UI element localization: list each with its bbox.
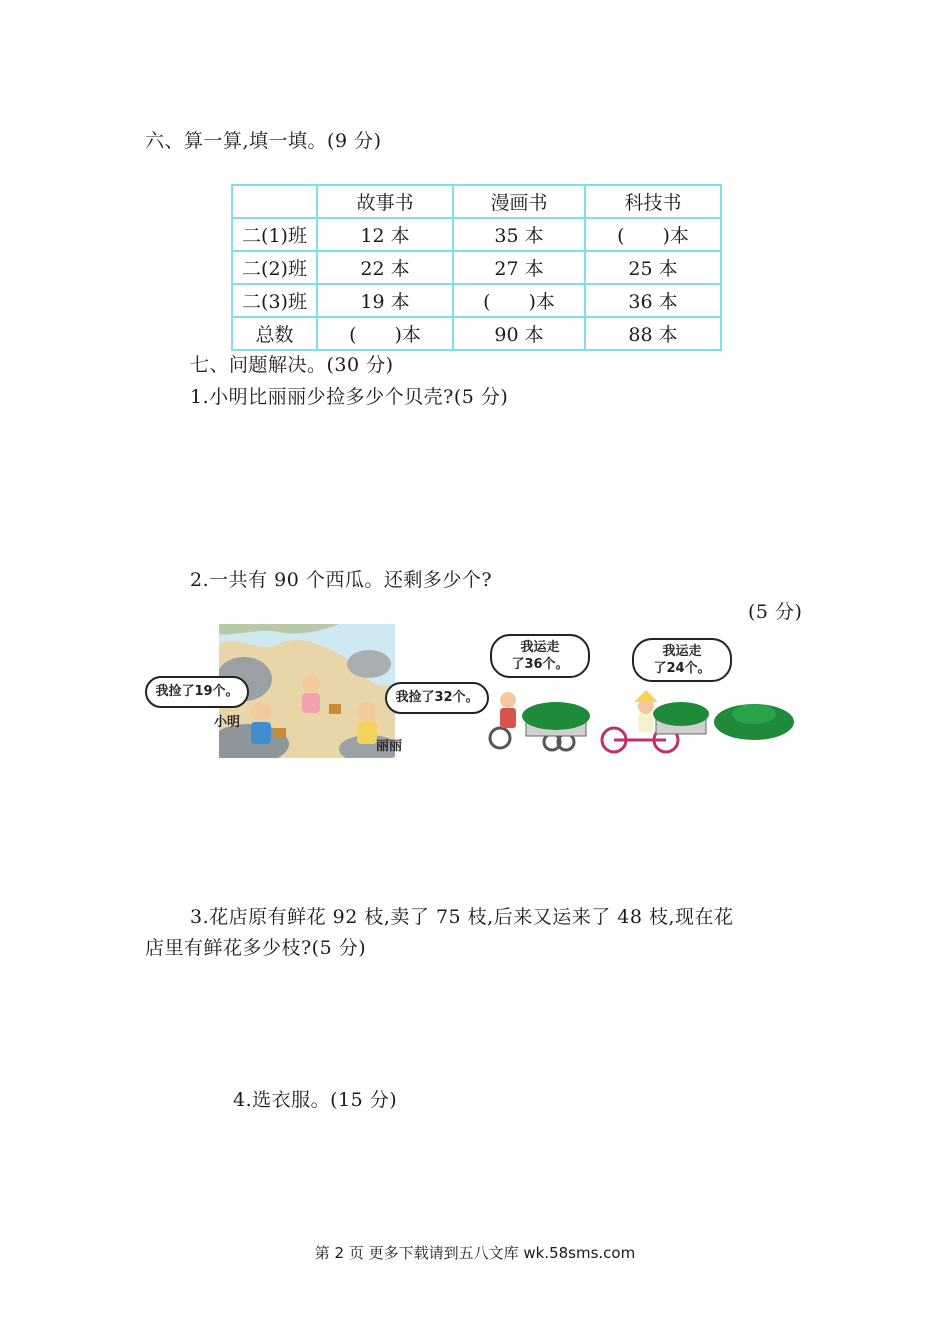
question-3-line1: 3.花店原有鲜花 92 枝,卖了 75 枝,后来又运来了 48 枝,现在花 bbox=[190, 906, 734, 928]
label-xiaoming: 小明 bbox=[214, 715, 241, 730]
table-cell: 90 本 bbox=[453, 317, 585, 350]
book-table bbox=[231, 184, 722, 351]
speech-bubble-24 bbox=[632, 638, 732, 682]
bubble-line: 了24个。 bbox=[653, 661, 711, 676]
bubble-text: 我捡了32个。 bbox=[395, 690, 479, 705]
table-row bbox=[232, 251, 721, 284]
bubble-line: 我运走 bbox=[520, 640, 560, 655]
table-cell: 25 本 bbox=[585, 251, 721, 284]
bubble-line: 我运走 bbox=[662, 644, 702, 659]
speech-bubble-left bbox=[145, 676, 249, 708]
question-1: 1.小明比丽丽少捡多少个贝壳?(5 分) bbox=[190, 386, 509, 408]
table-cell: 二(3)班 bbox=[232, 284, 317, 317]
speech-bubble-36 bbox=[490, 634, 590, 678]
bubble-line: 了36个。 bbox=[511, 657, 569, 672]
table-cell: 二(2)班 bbox=[232, 251, 317, 284]
question-4: 4.选衣服。(15 分) bbox=[233, 1089, 398, 1111]
table-row bbox=[232, 218, 721, 251]
table-cell: 12 本 bbox=[317, 218, 453, 251]
table-cell: 二(1)班 bbox=[232, 218, 317, 251]
label-lili: 丽丽 bbox=[376, 739, 403, 754]
table-cell: 22 本 bbox=[317, 251, 453, 284]
question-2-score: (5 分) bbox=[748, 601, 803, 623]
question-2: 2.一共有 90 个西瓜。还剩多少个? bbox=[190, 569, 493, 591]
bubble-text: 我捡了19个。 bbox=[155, 684, 239, 699]
table-cell: 19 本 bbox=[317, 284, 453, 317]
speech-bubble-right bbox=[385, 682, 489, 714]
table-header-cell: 科技书 bbox=[585, 185, 721, 218]
table-header-cell: 故事书 bbox=[317, 185, 453, 218]
table-header-row bbox=[232, 185, 721, 218]
table-row bbox=[232, 284, 721, 317]
table-cell: 36 本 bbox=[585, 284, 721, 317]
table-cell: 总数 bbox=[232, 317, 317, 350]
section6-title: 六、算一算,填一填。(9 分) bbox=[145, 130, 382, 152]
answer-blank[interactable]: ( )本 bbox=[453, 284, 585, 317]
section7-title: 七、问题解决。(30 分) bbox=[190, 354, 394, 376]
table-cell bbox=[232, 185, 317, 218]
question-3-line2: 店里有鲜花多少枝?(5 分) bbox=[145, 937, 367, 959]
page-footer: 第 2 页 更多下载请到五八文库 wk.58sms.com bbox=[314, 1244, 636, 1262]
table-cell: 27 本 bbox=[453, 251, 585, 284]
table-row bbox=[232, 317, 721, 350]
table-header-cell: 漫画书 bbox=[453, 185, 585, 218]
answer-blank[interactable]: ( )本 bbox=[585, 218, 721, 251]
table-cell: 35 本 bbox=[453, 218, 585, 251]
table-cell: 88 本 bbox=[585, 317, 721, 350]
watermelon-picture bbox=[486, 688, 796, 758]
answer-blank[interactable]: ( )本 bbox=[317, 317, 453, 350]
